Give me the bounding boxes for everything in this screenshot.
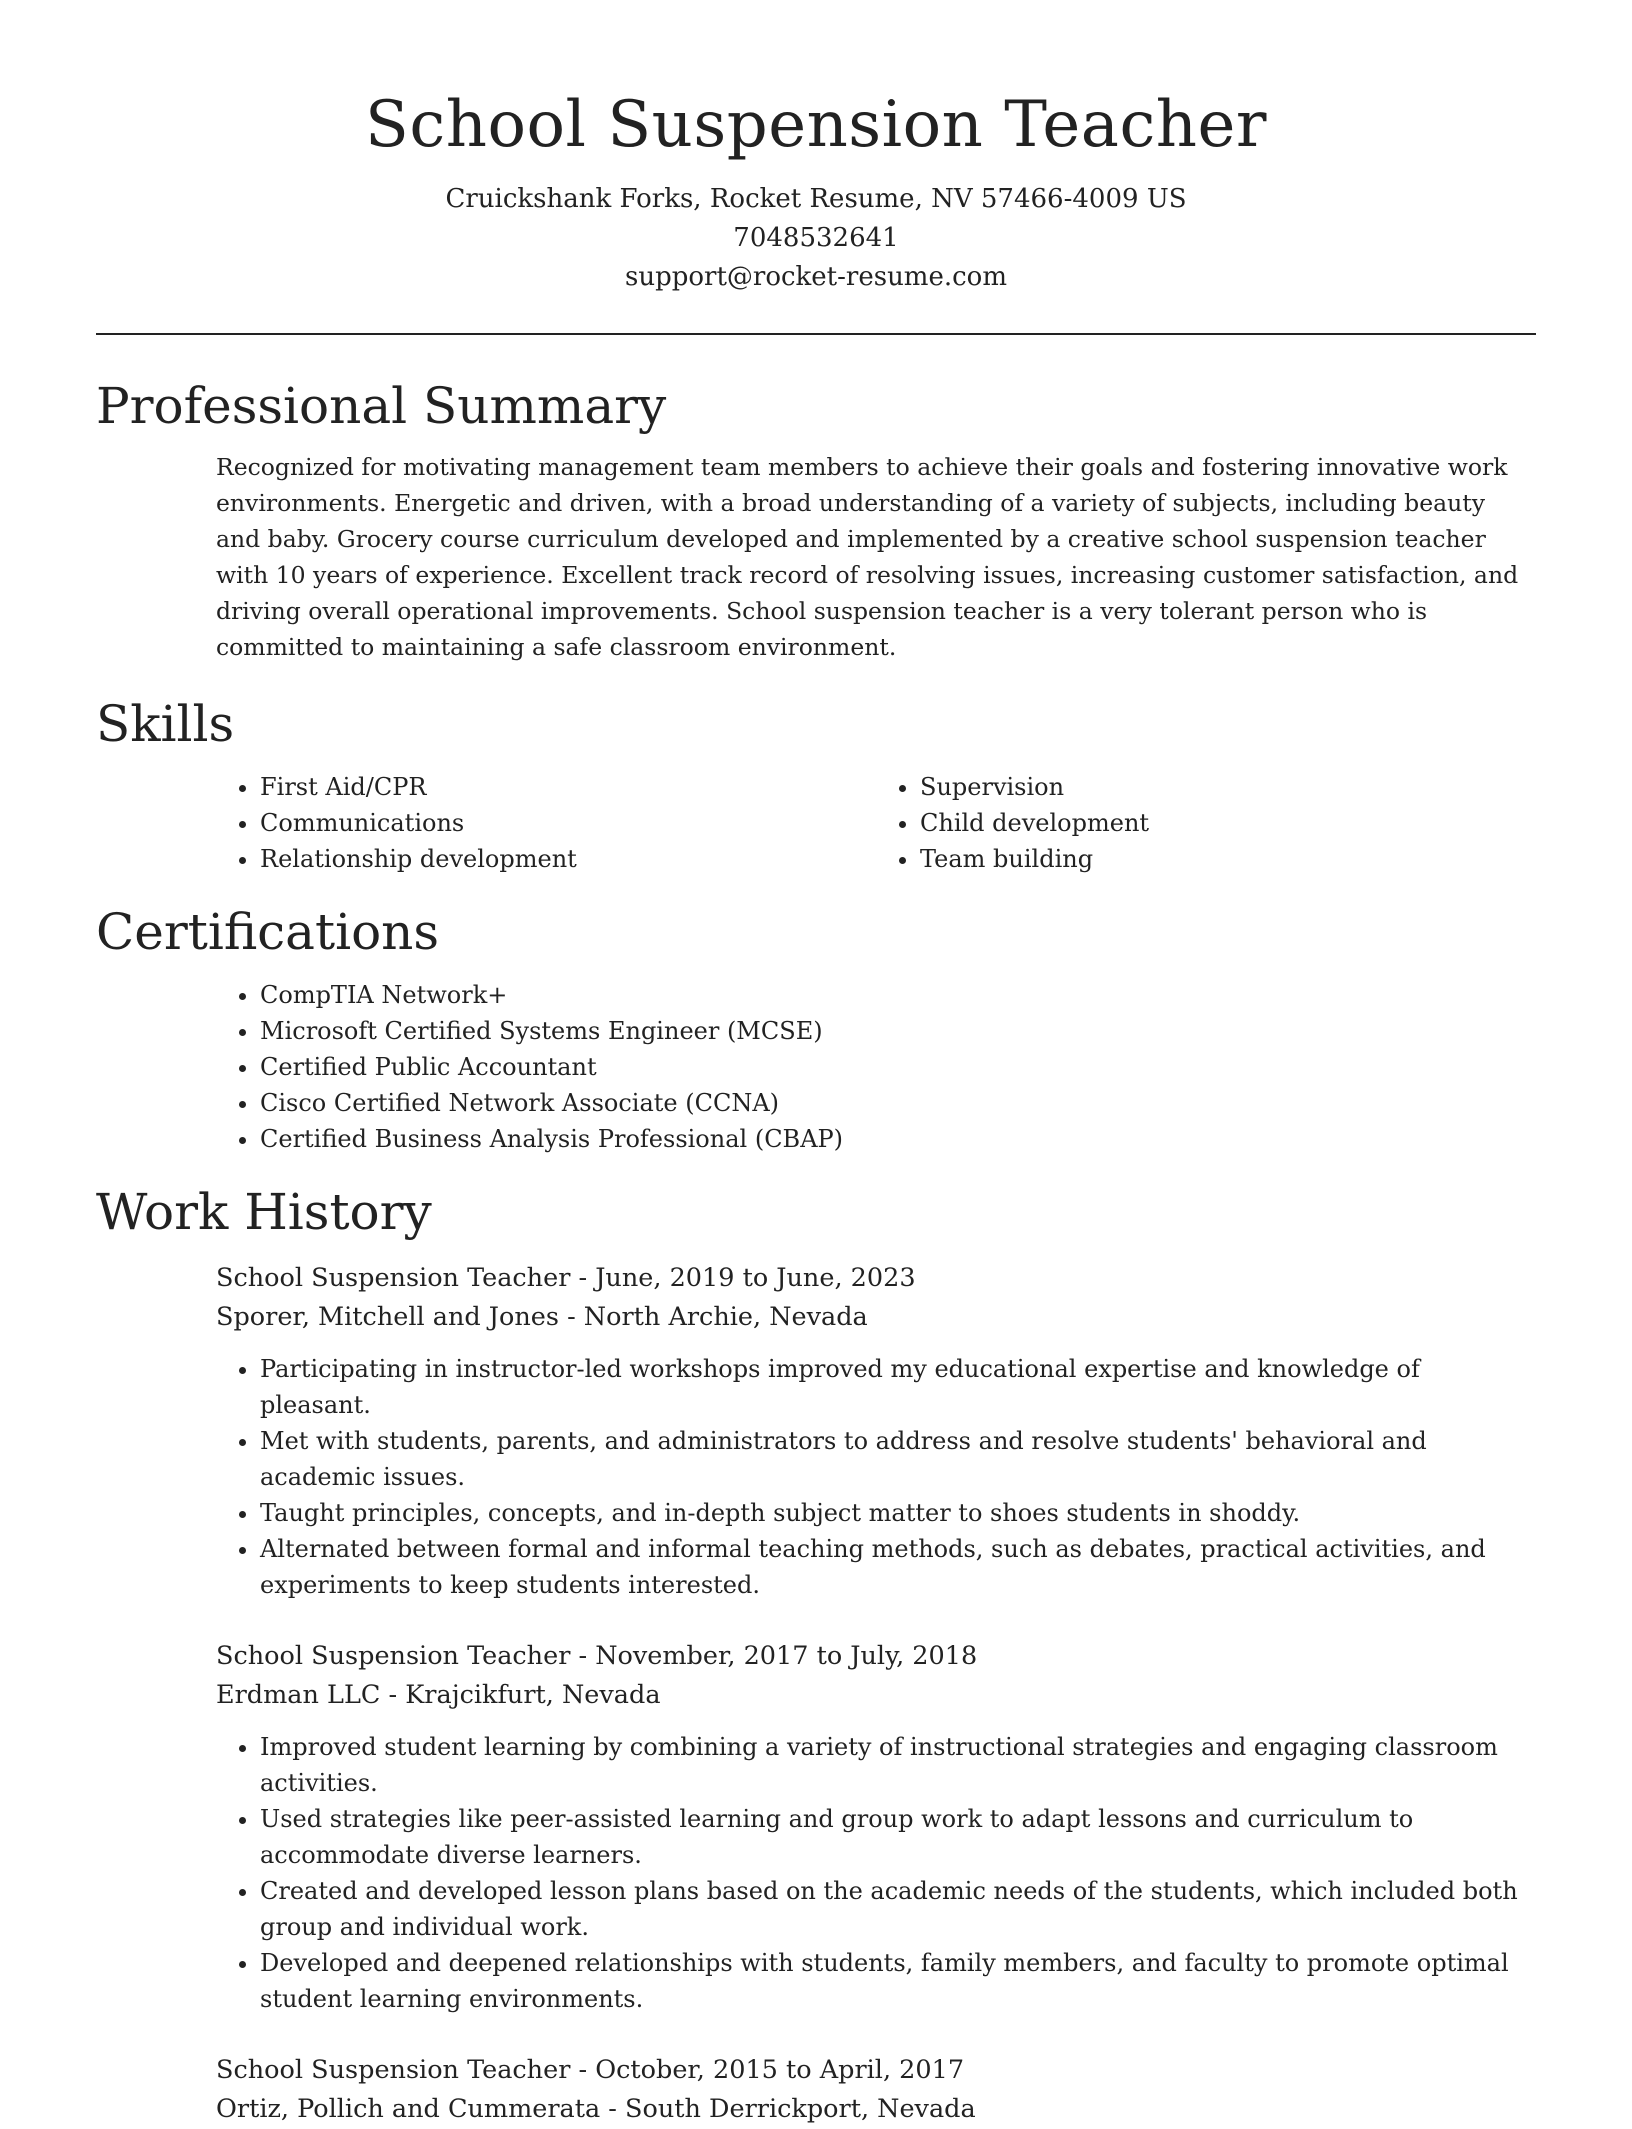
certifications-list bbox=[216, 977, 1536, 1157]
skills-section bbox=[96, 691, 1536, 877]
job-company: Erdman LLC - Krajcikfurt, Nevada bbox=[216, 1680, 661, 1710]
contact-address: Cruickshank Forks, Rocket Resume, NV 57466-4009 US bbox=[445, 184, 1187, 214]
job-position: School Suspension Teacher - November, 2017 to July, 2018 bbox=[216, 1641, 978, 1671]
certification-item: • Microsoft Certified Systems Engineer (MCSE) bbox=[260, 1013, 1536, 1049]
summary-section bbox=[96, 373, 1536, 665]
skill-item: • First Aid/CPR bbox=[260, 769, 876, 805]
job-bullet: • Alternated between formal and informal teaching methods, such as debates, practical activities, and experiments to keep students interested. bbox=[260, 1531, 1536, 1603]
certification-item: • Certified Public Accountant bbox=[260, 1049, 1536, 1085]
job-bullet: • Used strategies like peer-assisted learning and group work to adapt lessons and curriculum to accommodate diverse learners. bbox=[260, 1801, 1536, 1873]
job-bullet: • Met with students, parents, and administrators to address and resolve students' behavioral and academic issues. bbox=[260, 1423, 1536, 1495]
work-history-section bbox=[96, 1179, 1536, 2129]
contact-email: support@rocket-resume.com bbox=[624, 262, 1007, 292]
skill-item: • Supervision bbox=[920, 769, 1536, 805]
skill-item: • Communications bbox=[260, 805, 876, 841]
job-bullet: • Participating in instructor-led workshops improved my educational expertise and knowledge of pleasant. bbox=[260, 1351, 1536, 1423]
summary-text: Recognized for motivating management team members to achieve their goals and fostering innovative work environments. Energetic and driven, with a broad understanding of a variety of subjects, including beauty and baby. Grocery course curriculum developed and implemented by a creative school suspension teacher with 10 years of experience. Excellent track record of resolving issues, increasing customer satisfaction, and driving overall operational improvements. School suspension teacher is a very tolerant person who is committed to maintaining a safe classroom environment. bbox=[216, 453, 1519, 661]
job-entry bbox=[216, 1637, 1536, 2017]
resume-page bbox=[96, 0, 1536, 2129]
job-position: School Suspension Teacher - October, 2015 to April, 2017 bbox=[216, 2055, 965, 2085]
job-entry bbox=[216, 2051, 1536, 2129]
skill-item: • Relationship development bbox=[260, 841, 876, 877]
skills-grid bbox=[216, 769, 1536, 877]
candidate-name: School Suspension Teacher bbox=[365, 88, 1267, 162]
resume-header bbox=[96, 0, 1536, 297]
certification-item: • Certified Business Analysis Professional (CBAP) bbox=[260, 1121, 1536, 1157]
job-bullet-list bbox=[216, 1729, 1536, 2017]
work-history-heading: Work History bbox=[96, 1183, 432, 1241]
header-divider bbox=[96, 333, 1536, 335]
certification-item: • CompTIA Network+ bbox=[260, 977, 1536, 1013]
skills-list-left bbox=[216, 769, 876, 877]
skills-heading: Skills bbox=[96, 695, 235, 753]
job-bullet: • Developed and deepened relationships with students, family members, and faculty to promote optimal student learning environments. bbox=[260, 1945, 1536, 2017]
job-entry bbox=[216, 1259, 1536, 1603]
skills-list-right bbox=[876, 769, 1536, 877]
certifications-section bbox=[96, 899, 1536, 1157]
job-bullet: • Created and developed lesson plans based on the academic needs of the students, which included both group and individual work. bbox=[260, 1873, 1536, 1945]
job-bullet-list bbox=[216, 1351, 1536, 1603]
skill-item: • Child development bbox=[920, 805, 1536, 841]
contact-phone: 7048532641 bbox=[733, 223, 899, 253]
certification-item: • Cisco Certified Network Associate (CCNA) bbox=[260, 1085, 1536, 1121]
job-company: Ortiz, Pollich and Cummerata - South Derrickport, Nevada bbox=[216, 2094, 976, 2124]
certifications-heading: Certifications bbox=[96, 903, 440, 961]
skill-item: • Team building bbox=[920, 841, 1536, 877]
contact-block bbox=[96, 180, 1536, 297]
job-bullet: • Improved student learning by combining a variety of instructional strategies and engaging classroom activities. bbox=[260, 1729, 1536, 1801]
job-position: School Suspension Teacher - June, 2019 to June, 2023 bbox=[216, 1263, 916, 1293]
job-company: Sporer, Mitchell and Jones - North Archie, Nevada bbox=[216, 1302, 868, 1332]
summary-heading: Professional Summary bbox=[96, 377, 667, 435]
job-bullet: • Taught principles, concepts, and in-depth subject matter to shoes students in shoddy. bbox=[260, 1495, 1536, 1531]
